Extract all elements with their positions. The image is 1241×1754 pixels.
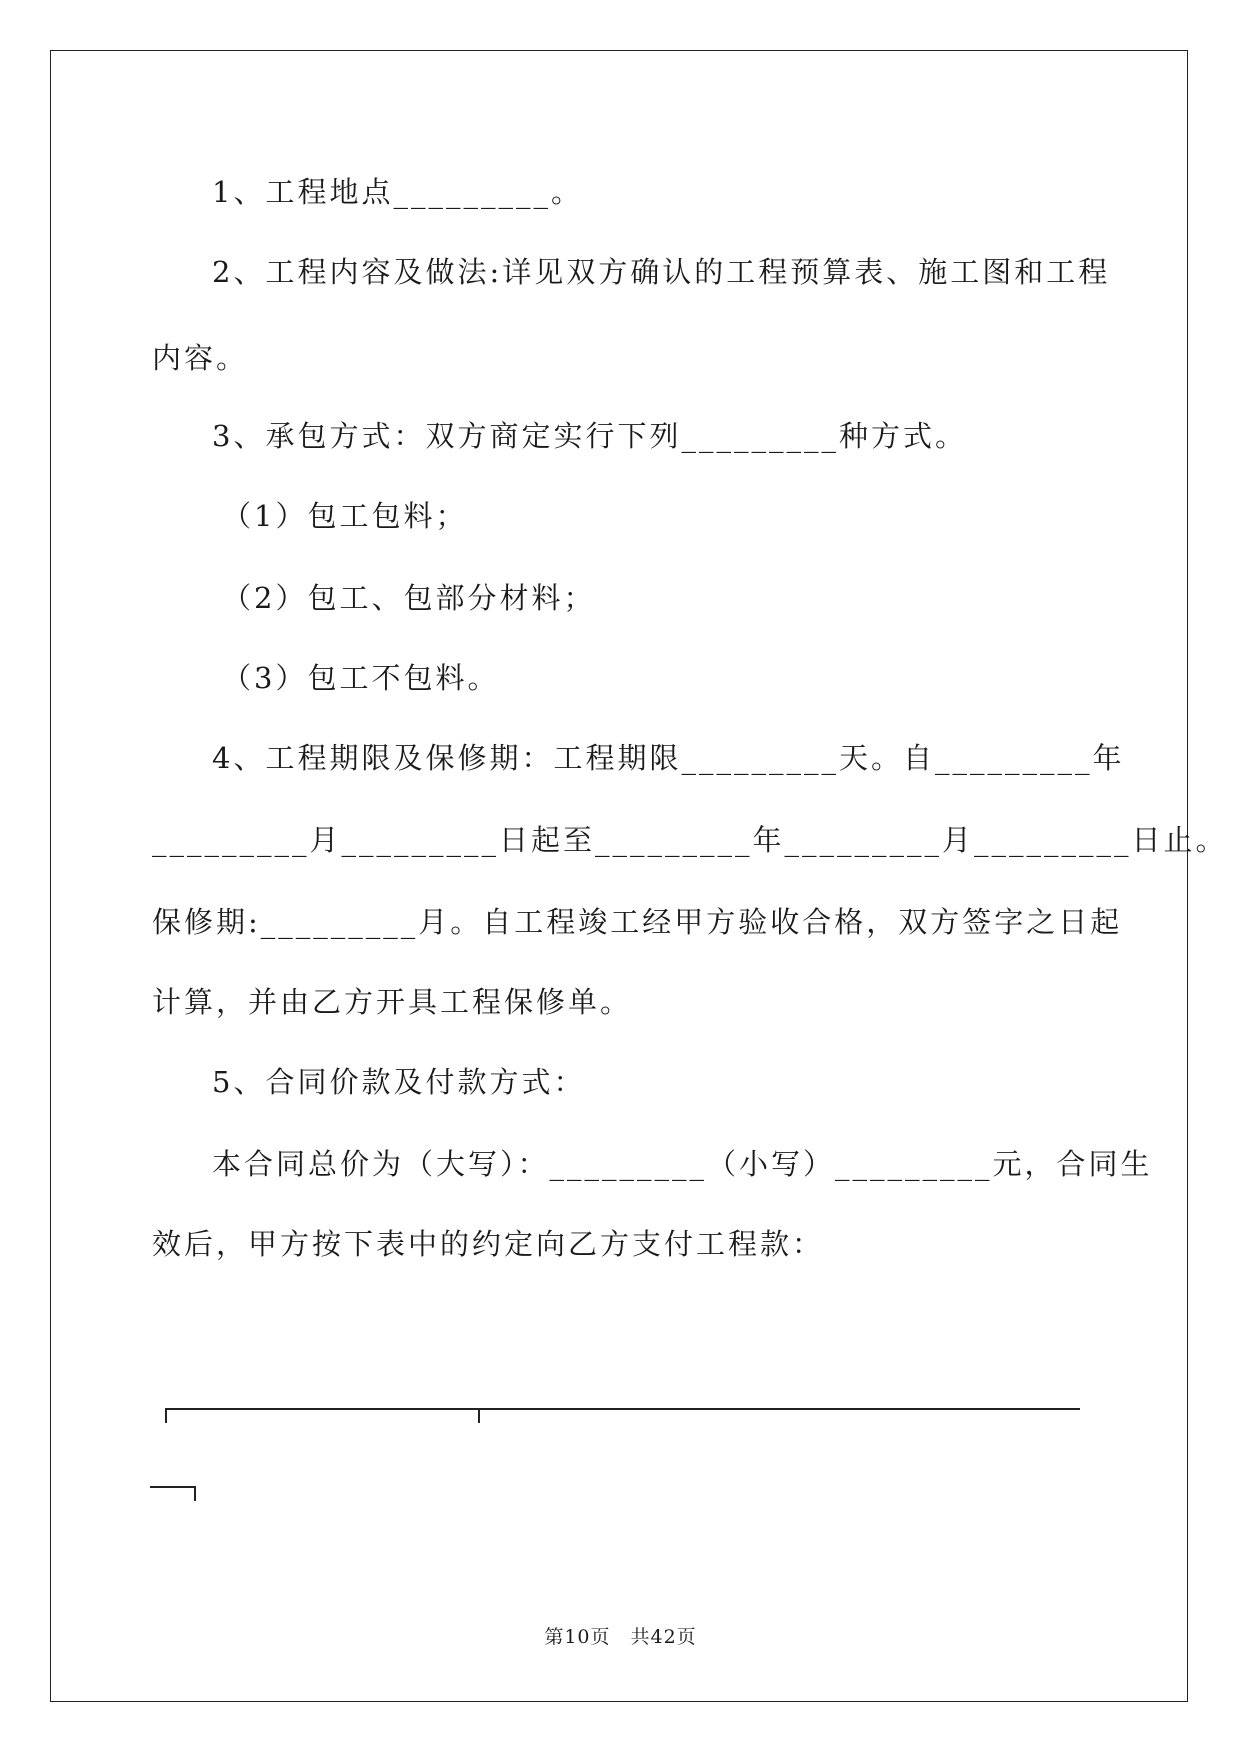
page-number-footer: 第10页 共42页 <box>544 1626 697 1648</box>
clause-1-location: 1、工程地点_________。 <box>212 175 583 209</box>
clause-3-contract-method: 3、承包方式：双方商定实行下列_________种方式。 <box>212 419 967 453</box>
clause-2-content-line-2: 内容。 <box>152 341 249 375</box>
option-3: （3）包工不包料。 <box>222 661 500 695</box>
clause-4-period-line-2: _________月_________日起至_________年_________月_________日止。 <box>152 823 1228 857</box>
table-column-divider <box>478 1408 480 1423</box>
clause-5-price-line-2: 效后，甲方按下表中的约定向乙方支付工程款： <box>152 1227 825 1261</box>
clause-2-content-line-1: 2、工程内容及做法:详见双方确认的工程预算表、施工图和工程 <box>212 255 1111 289</box>
option-2: （2）包工、包部分材料； <box>222 581 596 615</box>
page-border <box>50 50 1188 1702</box>
table-bottom-corner <box>194 1486 196 1501</box>
clause-4-period-line-1: 4、工程期限及保修期：工程期限_________天。自_________年 <box>212 741 1125 775</box>
table-top-border <box>165 1408 1080 1410</box>
clause-5-price-heading: 5、合同价款及付款方式： <box>212 1065 586 1099</box>
table-left-corner <box>165 1408 167 1423</box>
option-1: （1）包工包料； <box>222 499 468 533</box>
clause-4-warranty-line-2: 计算，并由乙方开具工程保修单。 <box>152 985 633 1019</box>
clause-4-warranty-line-1: 保修期:_________月。自工程竣工经甲方验收合格，双方签字之日起 <box>152 905 1123 939</box>
clause-5-price-line-1: 本合同总价为（大写）：_________（小写）_________元，合同生 <box>212 1147 1153 1181</box>
table-bottom-border-fragment <box>150 1486 195 1488</box>
